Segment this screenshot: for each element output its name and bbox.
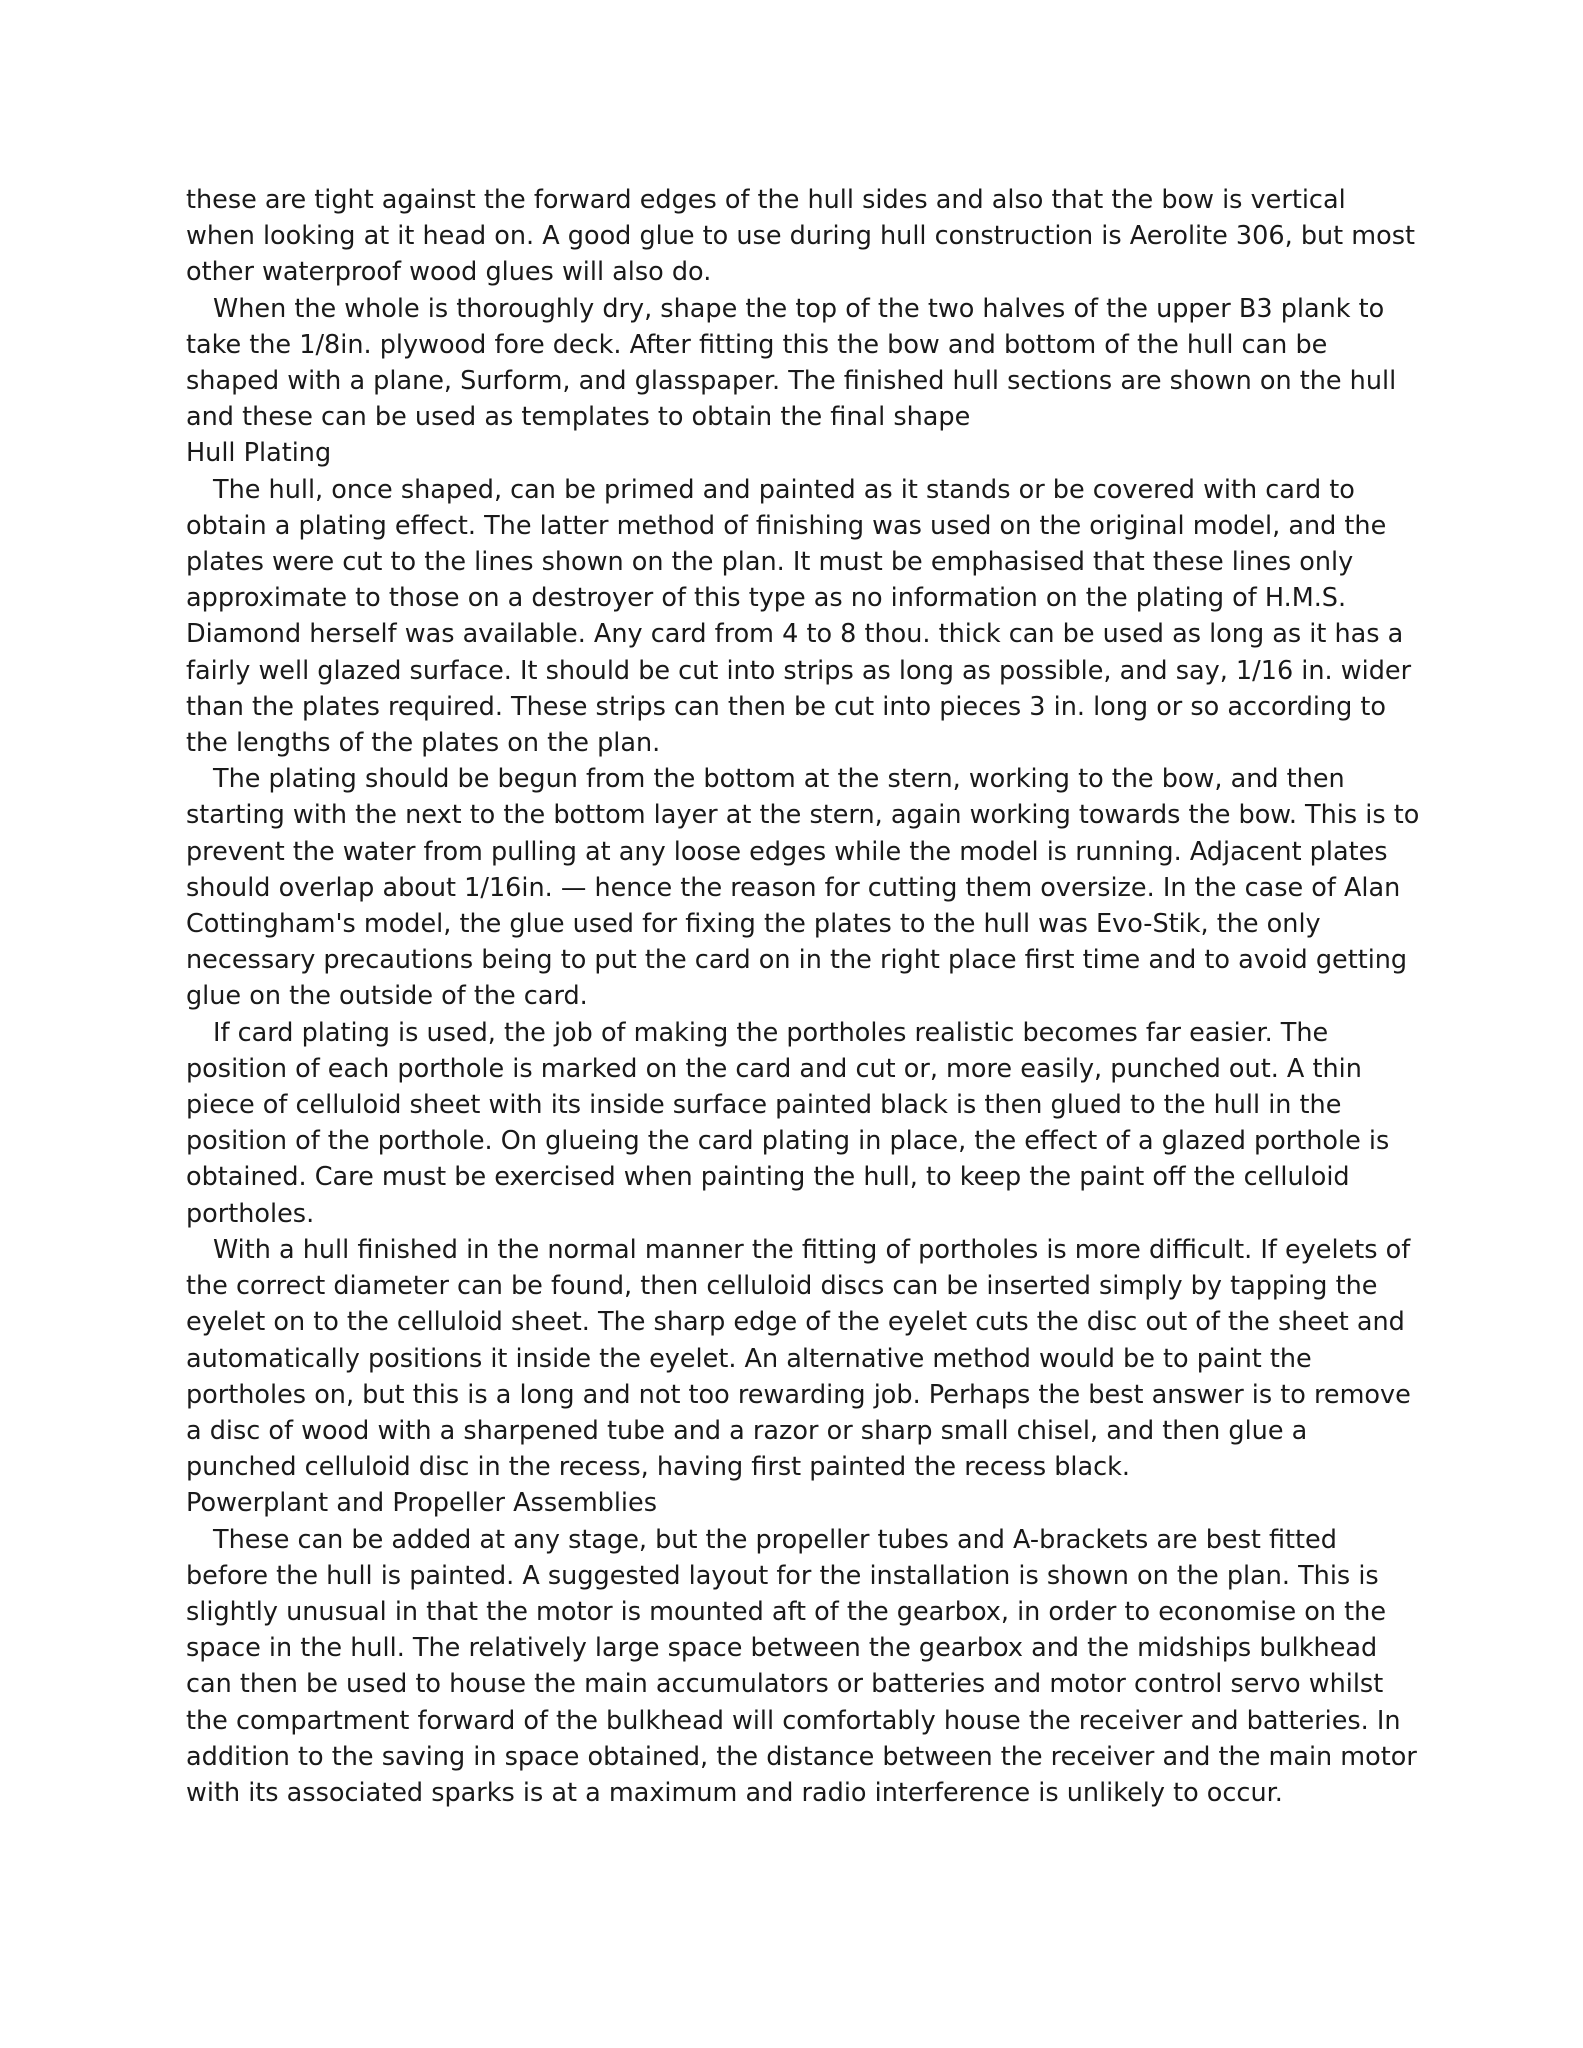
document-page bbox=[186, 182, 1421, 1811]
paragraph-fore-deck: When the whole is thoroughly dry, shape the top of the two halves of the upper B3 plank to take the 1/8in. plywood fore deck. After fitting this the bow and bottom of the hull can be shaped with a plane, Surform, and glasspaper. The finished hull sections are shown on the hull and these can be used as templates to obtain the final shape bbox=[186, 293, 1397, 433]
paragraph-portholes-card: If card plating is used, the job of making the portholes realistic becomes far easier. The position of each porthole is marked on the card and cut or, more easily, punched out. A thin piece of celluloid sheet with its inside surface painted black is then glued to the hull in the position of the porthole. On glueing the card plating in place, the effect of a glazed porthole is obtained. Care must be exercised when painting the hull, to keep the paint off the celluloid portholes. bbox=[186, 1017, 1390, 1229]
paragraph-plating-order: The plating should be begun from the bottom at the stern, working to the bow, and then starting with the next to the bottom layer at the stern, again working towards the bow. This is to prevent the water from pulling at any loose edges while the model is running. Adjacent plates should overlap about 1/16in. — hence the reason for cutting them oversize. In the case of Alan Cottingham's model, the glue used for fixing the plates to the hull was Evo-Stik, the only necessary precautions being to put the card on in the right place first time and to avoid getting glue on the outside of the card. bbox=[186, 764, 1420, 1012]
heading-hull-plating: Hull Plating bbox=[186, 438, 332, 469]
paragraph-portholes-normal: With a hull finished in the normal manner the fitting of portholes is more difficult. If eyelets of the correct diameter can be found, then celluloid discs can be inserted simply by tapping the eyelet on to the celluloid sheet. The sharp edge of the eyelet cuts the disc out of the sheet and automatically positions it inside the eyelet. An alternative method would be to paint the portholes on, but this is a long and not too rewarding job. Perhaps the best answer is to remove a disc of wood with a sharpened tube and a razor or sharp small chisel, and then glue a punched celluloid disc in the recess, having first painted the recess black. bbox=[186, 1234, 1411, 1483]
paragraph-powerplant: These can be added at any stage, but the propeller tubes and A-brackets are best fitted before the hull is painted. A suggested layout for the installation is shown on the plan. This is slightly unusual in that the motor is mounted aft of the gearbox, in order to economise on the space in the hull. The relatively large space between the gearbox and the midships bulkhead can then be used to house the main accumulators or batteries and motor control servo whilst the compartment forward of the bulkhead will comfortably house the receiver and batteries. In addition to the saving in space obtained, the distance between the receiver and the main motor with its associated sparks is at a maximum and radio interference is unlikely to occur. bbox=[186, 1524, 1417, 1808]
heading-powerplant: Powerplant and Propeller Assemblies bbox=[186, 1488, 657, 1519]
paragraph-bow-glue: these are tight against the forward edges of the hull sides and also that the bow is vertical when looking at it head on. A good glue to use during hull construction is Aerolite 306, but most other waterproof wood glues will also do. bbox=[186, 185, 1415, 288]
paragraph-plating-card: The hull, once shaped, can be primed and painted as it stands or be covered with card to obtain a plating effect. The latter method of finishing was used on the original model, and the plates were cut to the lines shown on the plan. It must be emphasised that these lines only approximate to those on a destroyer of this type as no information on the plating of H.M.S. Diamond herself was available. Any card from 4 to 8 thou. thick can be used as long as it has a fairly well glazed surface. It should be cut into strips as long as possible, and say, 1/16 in. wider than the plates required. These strips can then be cut into pieces 3 in. long or so according to the lengths of the plates on the plan. bbox=[186, 474, 1412, 759]
